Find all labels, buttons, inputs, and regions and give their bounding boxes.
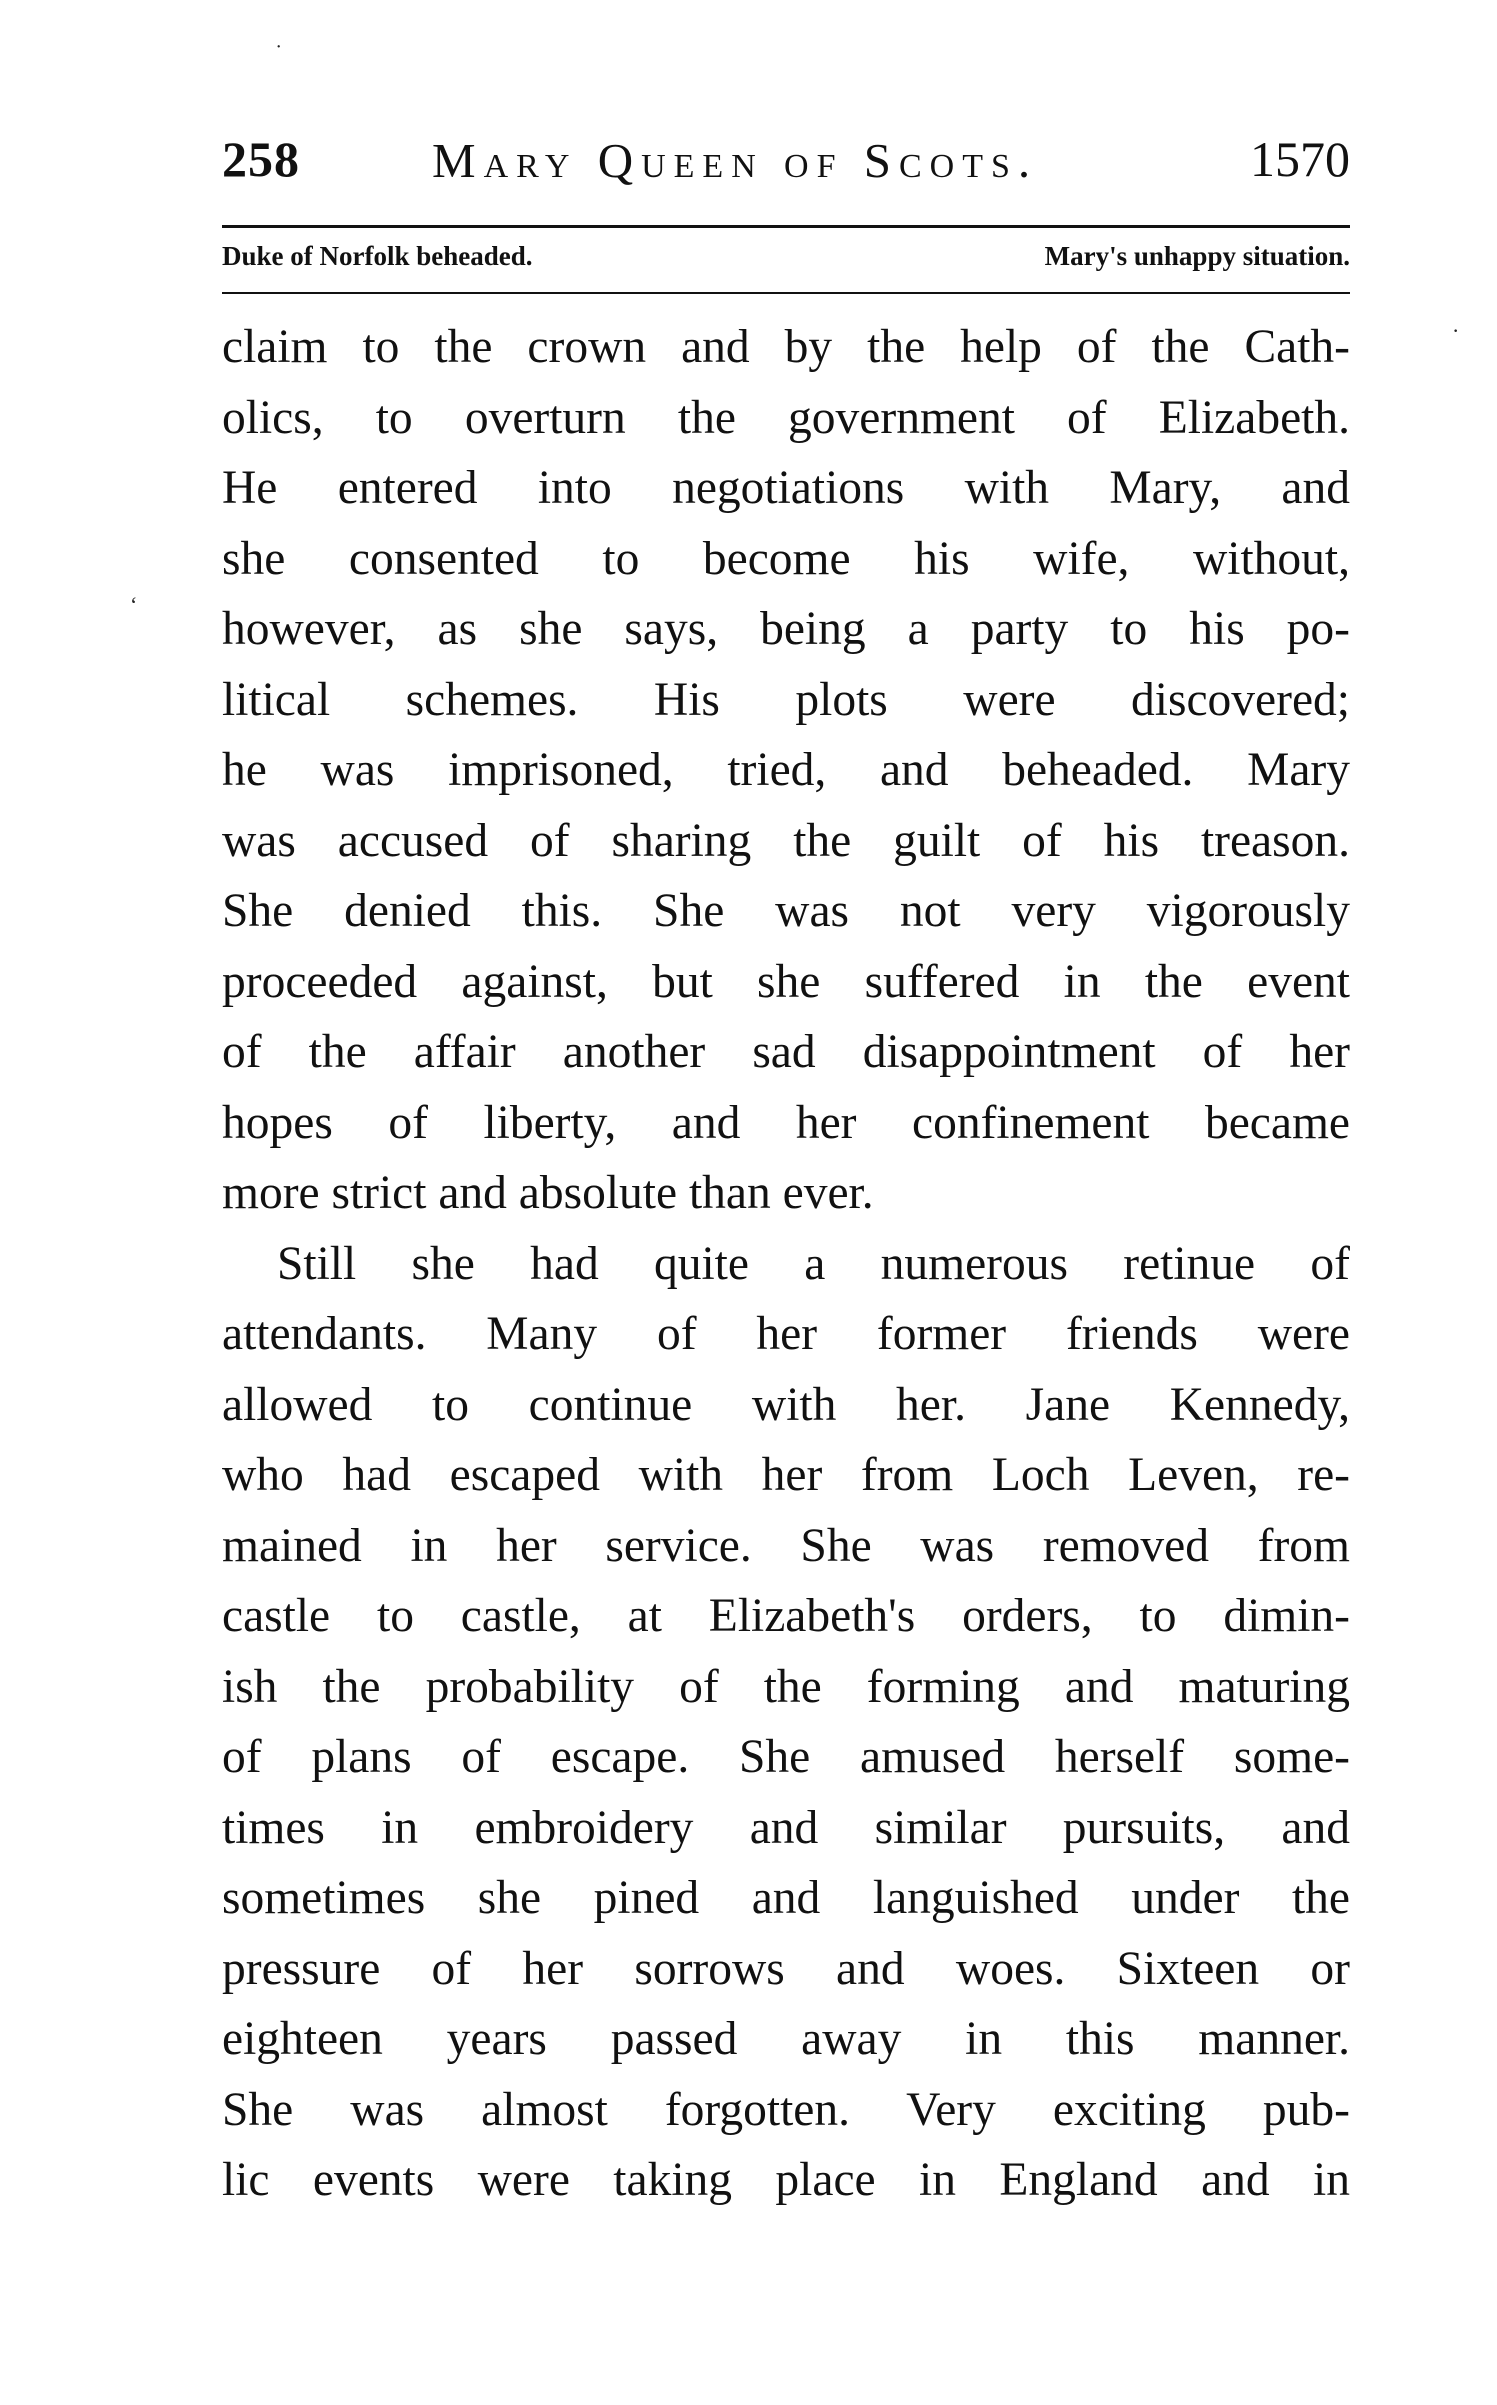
text-line: times in embroidery and similar pursuits, and <box>222 1801 1350 1854</box>
text-line: She denied this. She was not very vigorously <box>222 885 1350 937</box>
text-line: litical schemes. His plots were discovered; <box>222 673 1350 726</box>
stray-mark: ‘ <box>130 592 138 617</box>
text-line: of the affair another sad disappointment of her <box>222 1026 1350 1078</box>
text-line: sometimes she pined and languished under the <box>222 1872 1350 1924</box>
paragraph <box>222 1229 1350 2216</box>
text-line: he was imprisoned, tried, and beheaded. Mary <box>222 744 1350 796</box>
text-line: eighteen years passed away in this manner. <box>222 2013 1350 2065</box>
text-line: proceeded against, but she suffered in the event <box>222 955 1350 1008</box>
text-line: Still she had quite a numerous retinue of <box>277 1237 1350 1290</box>
text-line: she consented to become his wife, without, <box>222 532 1350 585</box>
stray-mark: · <box>1452 318 1460 343</box>
year: 1570 <box>1250 131 1350 187</box>
header-rule-bottom <box>222 292 1350 294</box>
text-line: mained in her service. She was removed from <box>222 1519 1350 1572</box>
sidenote-right: Mary's unhappy situation. <box>1044 241 1350 271</box>
text-line: olics, to overturn the government of Elizabeth. <box>222 391 1350 444</box>
text-line: was accused of sharing the guilt of his treason. <box>222 814 1350 867</box>
text-line: allowed to continue with her. Jane Kennedy, <box>222 1378 1350 1431</box>
running-head <box>222 130 1350 210</box>
text-line: She was almost forgotten. Very exciting pub- <box>222 2083 1350 2136</box>
body-text <box>222 312 1350 2216</box>
text-line: lic events were taking place in England and in <box>222 2154 1350 2206</box>
header-rule-top <box>222 225 1350 228</box>
text-line: hopes of liberty, and her confinement became <box>222 1096 1350 1149</box>
text-line: of plans of escape. She amused herself some- <box>222 1731 1350 1783</box>
sidenote-left: Duke of Norfolk beheaded. <box>222 241 533 271</box>
text-line: claim to the crown and by the help of the Cath- <box>222 321 1350 373</box>
text-line: however, as she says, being a party to his po- <box>222 603 1350 655</box>
page-number: 258 <box>222 131 300 187</box>
book-title: Mary Queen of Scots. <box>432 133 1039 188</box>
paragraph <box>222 312 1350 1229</box>
text-line: attendants. Many of her former friends were <box>222 1308 1350 1360</box>
stray-mark: ˙ <box>275 40 283 65</box>
text-line: more strict and absolute than ever. <box>222 1167 874 1219</box>
text-line: ish the probability of the forming and maturing <box>222 1660 1350 1713</box>
text-line: castle to castle, at Elizabeth's orders, to dimin- <box>222 1590 1350 1642</box>
text-line: who had escaped with her from Loch Leven, re- <box>222 1449 1350 1501</box>
text-line: pressure of her sorrows and woes. Sixteen or <box>222 1942 1350 1995</box>
text-line: He entered into negotiations with Mary, and <box>222 462 1350 514</box>
